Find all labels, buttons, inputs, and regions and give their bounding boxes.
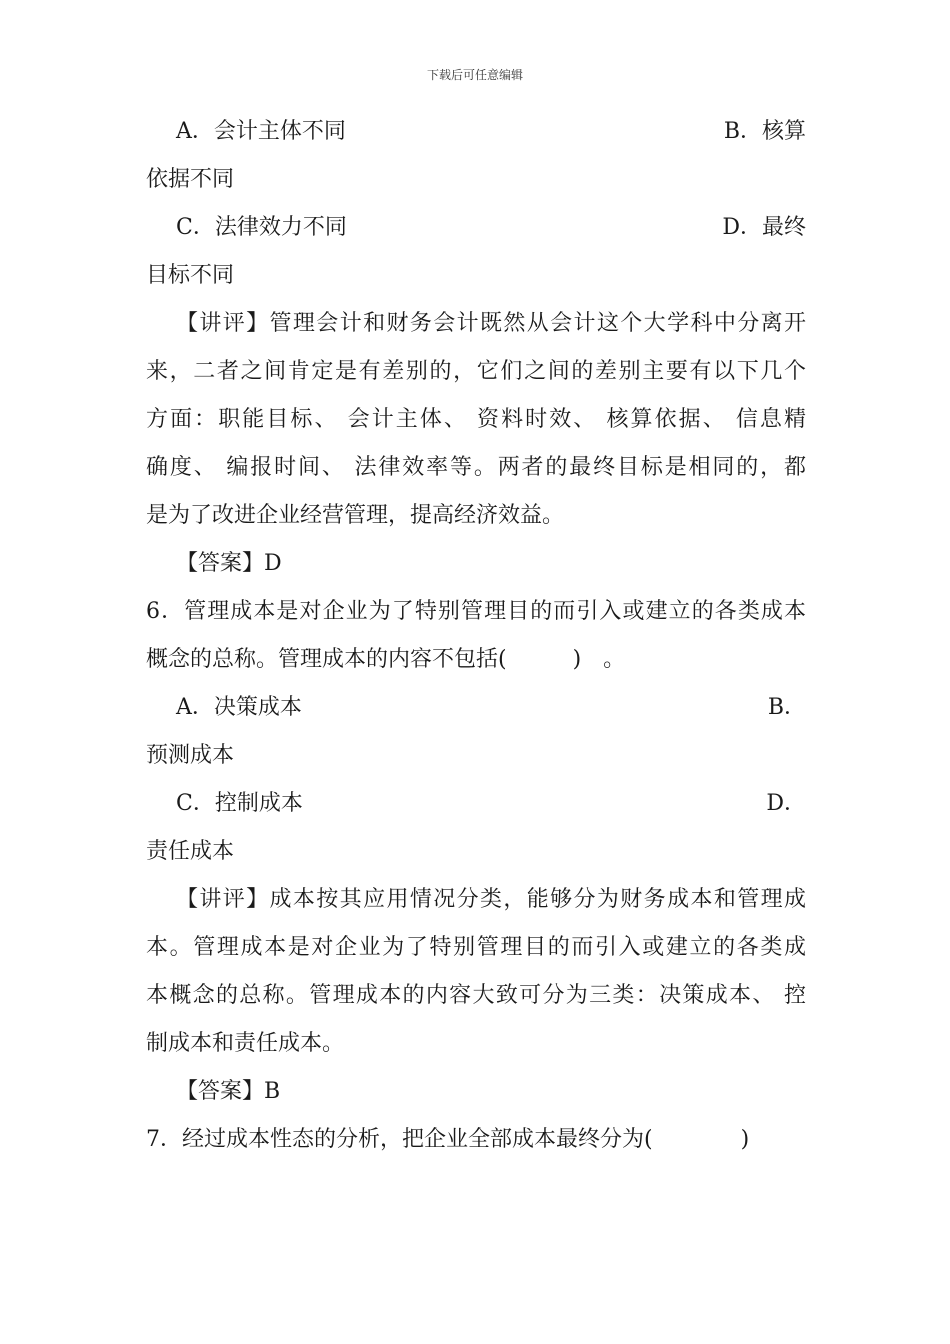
document-body	[146, 108, 806, 1164]
q5-comment-line: 方面：职能目标、 会计主体、 资料时效、 核算依据、 信息精	[146, 407, 806, 432]
q6-option-d-tail: 责任成本	[146, 839, 235, 864]
q7-stem-line: 7．经过成本性态的分析，把企业全部成本最终分为( )	[146, 1127, 750, 1152]
q5-options-ab	[146, 108, 806, 156]
q5-comment-line: 确度、 编报时间、 法律效率等。两者的最终目标是相同的，都	[146, 455, 806, 480]
q6-comment-line: 本概念的总称。管理成本的内容大致可分为三类：决策成本、 控	[146, 983, 806, 1008]
q6-stem-line: 概念的总称。管理成本的内容不包括( ) 。	[146, 647, 626, 672]
q5-option-d-tail: 目标不同	[146, 263, 235, 288]
q5-options-cd	[146, 204, 806, 252]
q6-option-d-head: D．	[766, 791, 806, 816]
q6-option-a: A．决策成本	[176, 695, 302, 720]
q6-option-b-head: B．	[767, 695, 806, 720]
q5-option-a: A．会计主体不同	[176, 119, 346, 144]
q5-comment-line: 是为了改进企业经营管理，提高经济效益。	[146, 503, 565, 528]
q5-option-c: C．法律效力不同	[176, 215, 347, 240]
q6-options-cd	[146, 780, 806, 828]
q5-option-b-head: B．核算	[723, 119, 806, 144]
q6-comment-line: 本。管理成本是对企业为了特别管理目的而引入或建立的各类成	[146, 935, 806, 960]
q6-answer: 【答案】B	[176, 1079, 281, 1104]
q6-option-b-tail: 预测成本	[146, 743, 235, 768]
q6-comment-line: 制成本和责任成本。	[146, 1031, 345, 1056]
q5-option-d-head: D．最终	[722, 215, 806, 240]
q6-options-ab	[146, 684, 806, 732]
q5-answer: 【答案】D	[176, 551, 282, 576]
q6-option-c: C．控制成本	[176, 791, 303, 816]
q5-comment-line: 来，二者之间肯定是有差别的，它们之间的差别主要有以下几个	[146, 359, 806, 384]
q5-option-b-tail: 依据不同	[146, 167, 235, 192]
q6-stem-line: 6．管理成本是对企业为了特别管理目的而引入或建立的各类成本	[146, 599, 806, 624]
q6-comment-line: 【讲评】成本按其应用情况分类，能够分为财务成本和管理成	[176, 887, 806, 912]
q5-comment-line: 【讲评】管理会计和财务会计既然从会计这个大学科中分离开	[176, 311, 806, 336]
page-header: 下载后可任意编辑	[426, 68, 523, 82]
